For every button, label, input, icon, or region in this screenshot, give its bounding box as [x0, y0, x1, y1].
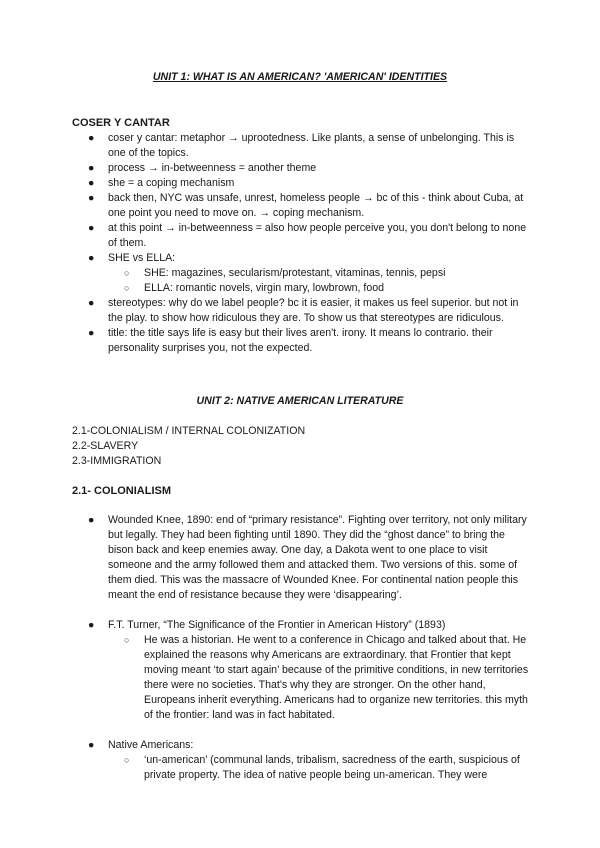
spacer — [72, 603, 532, 618]
unit2-bullet-list — [72, 513, 532, 783]
bullet-icon: ● — [88, 739, 95, 751]
bullet-icon: ● — [88, 252, 95, 264]
bullet-icon: ● — [88, 162, 95, 174]
unit1-title: UNIT 1: WHAT IS AN AMERICAN? 'AMERICAN' IDENTITIES — [152, 71, 448, 83]
sub-list-item: ○ He was a historian. He went to a conference in Chicago and talked about that. He explained the reasons why Americans are extraordinary. that Frontier that kept moving meant ‘to start again’ because of the primitive conditions, in new territories there were no societies. That's why they are stronger. On the other hand, Europeans inherit everything. Americans had to organize new territories. this myth of the frontier: land was in fact habitated. — [124, 634, 529, 721]
list-item: ● title: the title says life is easy but their lives aren't. irony. It means lo contrario. their personality surprises you, not the expected. — [88, 327, 493, 354]
bullet-icon: ● — [88, 222, 95, 234]
circle-bullet-icon: ○ — [124, 283, 130, 293]
outline-item: 2.2-SLAVERY — [72, 440, 139, 452]
unit2-title: UNIT 2: NATIVE AMERICAN LITERATURE — [196, 395, 404, 407]
list-item: ● Native Americans: — [88, 739, 194, 751]
bullet-icon: ● — [88, 327, 95, 339]
bullet-icon: ● — [88, 514, 95, 526]
sub-list-item: ○ ‘un-american’ (communal lands, tribalism, sacredness of the earth, suspicious of private property. The idea of native people being un-american. They were — [124, 754, 520, 781]
circle-bullet-icon: ○ — [124, 635, 130, 645]
outline-item: 2.3-IMMIGRATION — [72, 455, 162, 467]
sub-list-item: ○ SHE: magazines, secularism/protestant, vitaminas, tennis, pepsi — [124, 267, 446, 279]
list-item: ● SHE vs ELLA: — [88, 252, 176, 264]
bullet-icon: ● — [88, 177, 95, 189]
list-item: ● at this point → in-betweenness = also how people perceive you, you don't belong to none of them. — [88, 222, 527, 249]
sub-list-item: ○ ELLA: romantic novels, virgin mary, lowbrown, food — [124, 282, 385, 294]
section-heading-colonialism: 2.1- COLONIALISM — [72, 485, 172, 497]
bullet-icon: ● — [88, 619, 95, 631]
list-item: ● she = a coping mechanism — [88, 177, 235, 189]
spacer — [72, 723, 532, 738]
list-item: ● stereotypes: why do we label people? bc it is easier, it makes us feel superior. but not in the play. to show how ridiculous they are. To show us that stereotypes are ridiculous. — [88, 297, 519, 324]
bullet-icon: ● — [88, 132, 95, 144]
circle-bullet-icon: ○ — [124, 755, 130, 765]
list-item: ● process → in-betweenness = another theme — [88, 162, 317, 174]
bullet-icon: ● — [88, 297, 95, 309]
list-item: ● coser y cantar: metaphor → uprootedness. Like plants, a sense of unbelonging. This is one of the topics. — [88, 132, 515, 159]
section-heading-coser-y-cantar: COSER Y CANTAR — [72, 117, 170, 129]
list-item: ● back then, NYC was unsafe, unrest, homeless people → bc of this - think about Cuba, at one point you need to move on. → coping mechanism. — [88, 192, 524, 219]
outline-item: 2.1-COLONIALISM / INTERNAL COLONIZATION — [72, 425, 306, 437]
unit2-outline — [72, 424, 305, 469]
bullet-icon: ● — [88, 192, 95, 204]
list-item: ● Wounded Knee, 1890: end of “primary resistance”. Fighting over territory, not only military but legally. They had been fighting until 1890. They did the “ghost dance” to bring the bison back and keep enemies away. One day, a Dakota went to one place to visit someone and the army followed them and attacked them. Two versions of this. some of them died. This was the massacre of Wounded Knee. For continental nation people this meant the end of resistance because they were ‘disappearing’. — [88, 514, 527, 601]
circle-bullet-icon: ○ — [124, 268, 130, 278]
list-item: ● F.T. Turner, “The Significance of the Frontier in American History” (1893) — [88, 619, 446, 631]
unit1-bullet-list — [72, 131, 532, 356]
